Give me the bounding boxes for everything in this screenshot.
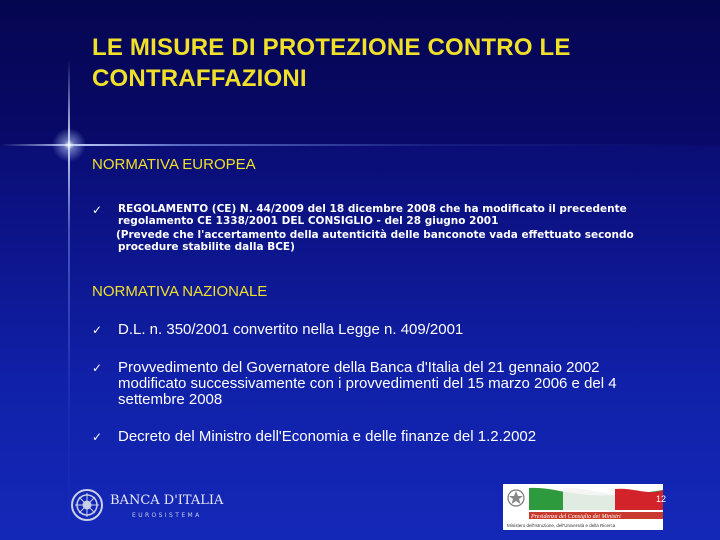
regulation-note-line-1: (Prevede che l'accertamento della autenticità delle banconote vada effettuato secondo <box>116 229 634 241</box>
checkmark-icon: ✓ <box>92 430 103 444</box>
regulation-note-line-2: procedure stabilite dalla BCE) <box>118 241 295 253</box>
list-item-text-line-3: settembre 2008 <box>118 391 223 408</box>
logo-name: BANCA D'ITALIA <box>110 493 224 508</box>
title-line-1: LE MISURE DI PROTEZIONE CONTRO LE <box>92 34 571 61</box>
regulation-line-1: REGOLAMENTO (CE) N. 44/2009 del 18 dicembre 2008 che ha modificato il precedente <box>118 203 627 215</box>
title-line-2: CONTRAFFAZIONI <box>92 65 307 92</box>
horizontal-glow-line <box>0 144 720 146</box>
checkmark-icon: ✓ <box>92 323 103 337</box>
list-item-dl-350 <box>118 322 678 338</box>
italian-flag-emblem-icon <box>503 484 663 530</box>
presidenza-label: Presidenza del Consiglio dei Ministri <box>531 514 621 520</box>
checkmark-icon: ✓ <box>92 203 103 217</box>
list-item-provvedimento <box>118 360 678 408</box>
ministero-label: Ministero dell'Istruzione, dell'Università e della Ricerca <box>507 523 616 528</box>
slide-title <box>92 32 692 94</box>
presidenza-consiglio-logo <box>503 484 663 530</box>
list-item-decreto <box>118 429 678 445</box>
list-item-text-line-1: Provvedimento del Governatore della Banca d'Italia del 21 gennaio 2002 <box>118 359 600 376</box>
list-item-text: D.L. n. 350/2001 convertito nella Legge n. 409/2001 <box>118 321 464 338</box>
sparkle-icon <box>49 125 89 165</box>
regulation-line-2: regolamento CE 1338/2001 DEL CONSIGLIO - del 28 giugno 2001 <box>118 215 499 227</box>
heading-normativa-nazionale: NORMATIVA NAZIONALE <box>92 283 268 300</box>
page-number: 12 <box>656 494 667 504</box>
checkmark-icon: ✓ <box>92 361 103 375</box>
list-item-text-line-2: modificato successivamente con i provvedimenti del 15 marzo 2006 e del 4 <box>118 375 617 392</box>
banca-italia-logo <box>70 484 240 528</box>
banca-italia-emblem-icon <box>70 484 240 528</box>
heading-normativa-europea: NORMATIVA EUROPEA <box>92 156 256 173</box>
list-item-text: Decreto del Ministro dell'Economia e delle finanze del 1.2.2002 <box>118 428 537 445</box>
logo-subtitle: EUROSISTEMA <box>132 512 202 519</box>
